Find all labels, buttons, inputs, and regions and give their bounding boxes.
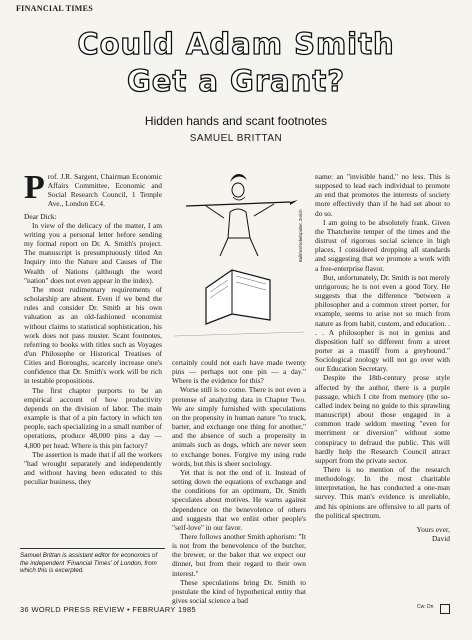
masthead: FINANCIAL TIMES — [16, 4, 94, 13]
paragraph: There is no mention of the research methodology. In the most charitable interpretation, he has conducted a one-man survey. This man's evidence is unreliable, and his opinions are offensive to all parts of the political spectrum. — [315, 465, 450, 520]
paragraph: name: an "invisible hand," no less. This is supposed to lead each individual to promote an end that promotes the interests of society more effectively than if he had set about to do so. — [315, 172, 450, 218]
illustration-credit: Ballmer/Nebelspalter, Zurich — [298, 209, 303, 262]
page-footer: 36 WORLD PRESS REVIEW • FEBRUARY 1985 — [20, 605, 197, 614]
headline-line-1: Could Adam Smith — [77, 27, 395, 61]
signoff-name: David — [431, 534, 450, 544]
paragraph: The assertion is made that if all the workers "had wrought separately and independently and without having been educated to this peculiar business, they — [24, 449, 162, 487]
column-1 — [24, 169, 162, 487]
paragraph: certainly could not each have made twenty pins — perhaps not one pin — a day." Where is the evidence for this? — [172, 358, 306, 386]
column-2 — [172, 358, 306, 605]
subtitle: Hidden hands and scant footnotes — [144, 114, 328, 128]
paragraph: But, unfortunately, Dr. Smith is not merely unrigorous; he is not even a good Tory. He suggests that the difference "between a philosopher and a common street porter, for example, seems to arise not so much from nature as from habit, custom, and education. . . . A philosopher is not in genius and disposition half so different from a street porter as a mastiff from a greyhound." Sociological zoology will not go over with our Education Secretary. — [315, 272, 450, 374]
drop-cap: P — [24, 169, 45, 206]
column-3 — [315, 172, 450, 543]
paragraph: The first chapter purports to be an empirical account of how productivity depends on the division of labor. The main example is that of a pin factory in which ten people, each specializing in a small number of operations, produce 48,000 pins a day — 4,800 per head. Where is this pin factory? — [24, 385, 162, 450]
paragraph: There follows another Smith aphorism: "It is not from the benevolence of the butcher, the brewer, or the baker that we expect our dinner, but from their regard to their own interest." — [172, 531, 306, 578]
signoff-closing: Yours ever, — [416, 524, 450, 534]
paragraph: I am going to be absolutely frank. Given the Thatcherite temper of the times and the distrust of rigorous social science in high places, I considered dropping all standards and suggesting that we promote a work with a free-enterprise flavor. — [315, 217, 450, 273]
salutation: Dear Dick: — [24, 211, 57, 221]
end-mark-icon — [440, 604, 450, 614]
paragraph: Despite the 18th-century prose style affected by the author, there is a purple passage, which I cite from memory (the so-called index being no guide to this sprawling manuscript) about those engaged in a common trade seldom meeting "even for merriment or diversion" without some conspiracy to defraud the public. This will hardly help the Research Council attract support from the private sector. — [315, 373, 450, 465]
paragraph: In view of the delicacy of the matter, I am writing you a personal letter before sending my formal report on Dr. A. Smith's project. The manuscript is presumptuously titled An Inquiry into the Nature and Causes of The Wealth of Nations (although the word "nation" does not even appear in the index). — [24, 220, 162, 285]
recipient-address: rof. J.R. Sargent, Chairman Economic Affairs Committee, Economic and Social Research Council, 1 Temple Ave., London EC4. — [47, 172, 162, 209]
paragraph: These speculations bring Dr. Smith to postulate the kind of hypothetical entity that gives social science a bad — [172, 577, 306, 606]
author-footnote: Samuel Brittan is assistant editor for economics of the independent 'Financial Times' of London, from which this is excerpted. — [20, 548, 165, 575]
paragraph: The most rudimentary requirements of scholarship are absent. Even if we bend the rules and consider Dr. Smith at his own valuation as an old-fashioned economist without claims to statistical sophistication, his work does not pass muster. Scant footnotes, referring to books with titles such as Voyages d'un Philosophe or Historical Treatises of Cities and Boroughs, scarcely increase one's confidence that Dr. Smith's work will be rich in testable propositions. — [24, 284, 162, 386]
cartoon-illustration — [172, 160, 308, 352]
paragraph: Worse still is to come. There is not even a pretense of analyzing data in Chapter Two. We are simply furnished with speculations on the propensity in human nature "to truck, barter, and exchange one thing for another," and the absence of such a propensity in animals such as dogs, which are never seen to exchange bones. Forgive my using rude words, but this is sheer sociology. — [172, 385, 306, 468]
art-code: Cw: Dn — [417, 604, 434, 610]
paragraph: Yet that is not the end of it. Instead of setting down the equations of exchange and the conditions for an optimum, Dr. Smith speculates about motives. He warns against dependence on the benevolence of others and suggests that we enlist other people's "self-love" in our favor. — [172, 467, 306, 532]
headline-line-2: Get a Grant? — [126, 64, 346, 98]
byline: SAMUEL BRITTAN — [189, 133, 283, 144]
address-block — [24, 169, 162, 209]
